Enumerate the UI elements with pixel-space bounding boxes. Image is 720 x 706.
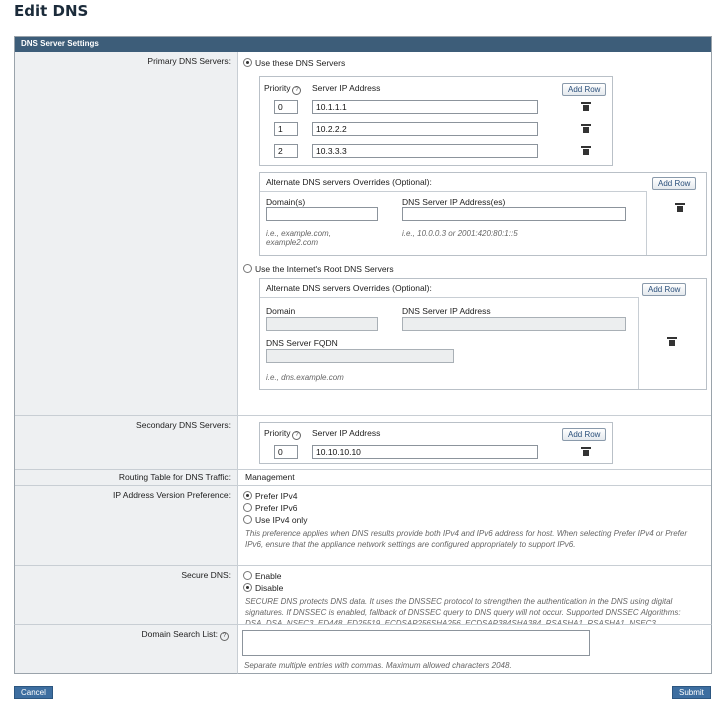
trash-icon[interactable] <box>582 124 590 133</box>
cancel-button[interactable]: Cancel <box>14 686 53 699</box>
radio-icon[interactable] <box>243 503 252 512</box>
search-list-hint: Separate multiple entries with commas. Maximum allowed characters 2048. <box>244 661 512 670</box>
add-row-button[interactable]: Add Row <box>642 283 686 296</box>
server-ip-input[interactable]: 10.10.10.10 <box>312 445 538 459</box>
secondary-dns-label: Secondary DNS Servers: <box>15 416 238 469</box>
trash-icon[interactable] <box>582 102 590 111</box>
primary-servers-table <box>259 76 613 166</box>
add-row-button[interactable]: Add Row <box>562 83 606 96</box>
secure-dns-label: Secure DNS: <box>15 566 238 643</box>
ip-pref-note: This preference applies when DNS results provide both IPv4 and IPv6 address for host. When selecting Prefer IPv4 or Prefer IPv6, ensure that the appliance network settings are configured appropriately to support IPv6. <box>245 529 687 549</box>
trash-icon[interactable] <box>668 337 676 346</box>
use-root-radio[interactable] <box>243 264 252 273</box>
prefer-ipv4-option[interactable]: Prefer IPv4 <box>243 491 298 501</box>
root-overrides-title: Alternate DNS servers Overrides (Optional): <box>266 283 432 293</box>
alt-overrides-table <box>259 172 707 256</box>
page-title: Edit DNS <box>14 2 89 20</box>
use-root-label: Use the Internet's Root DNS Servers <box>255 264 394 274</box>
priority-input[interactable]: 1 <box>274 122 298 136</box>
routing-value: Management <box>245 472 295 482</box>
radio-icon[interactable] <box>243 515 252 524</box>
trash-icon[interactable] <box>676 203 684 212</box>
dns-ip-label: DNS Server IP Address <box>402 306 491 316</box>
server-ip-header: Server IP Address <box>312 428 381 438</box>
secondary-dns-row <box>15 415 711 469</box>
panel-header: DNS Server Settings <box>15 37 711 52</box>
ip-pref-row <box>15 485 711 565</box>
dns-ip-label: DNS Server IP Address(es) <box>402 197 506 207</box>
primary-dns-row <box>15 52 711 415</box>
enable-option[interactable]: Enable <box>243 571 281 581</box>
dns-ip-hint: i.e., 10.0.0.3 or 2001:420:80:1::5 <box>402 229 518 238</box>
server-ip-input[interactable]: 10.1.1.1 <box>312 100 538 114</box>
help-icon[interactable]: ? <box>220 632 229 641</box>
use-root-dns-option[interactable] <box>243 264 394 274</box>
search-list-label: Domain Search List: ? <box>14 624 238 674</box>
ipv4-only-option[interactable]: Use IPv4 only <box>243 515 307 525</box>
fqdn-input[interactable] <box>266 349 454 363</box>
priority-header: Priority ? <box>264 428 303 440</box>
priority-header: Priority ? <box>264 83 303 95</box>
dns-ip-input[interactable] <box>402 207 626 221</box>
radio-icon[interactable] <box>243 491 252 500</box>
search-list-cell <box>238 624 712 674</box>
fqdn-hint: i.e., dns.example.com <box>266 373 344 382</box>
trash-icon[interactable] <box>582 447 590 456</box>
disable-option[interactable]: Disable <box>243 583 283 593</box>
radio-icon[interactable] <box>243 571 252 580</box>
routing-label: Routing Table for DNS Traffic: <box>15 470 238 485</box>
secondary-servers-table <box>259 422 613 464</box>
help-icon[interactable]: ? <box>292 431 301 440</box>
alt-overrides-title: Alternate DNS servers Overrides (Optional): <box>266 177 432 187</box>
priority-input[interactable]: 0 <box>274 445 298 459</box>
fqdn-label: DNS Server FQDN <box>266 338 338 348</box>
prefer-ipv6-option[interactable]: Prefer IPv6 <box>243 503 298 513</box>
priority-input[interactable]: 2 <box>274 144 298 158</box>
domains-label: Domain(s) <box>266 197 306 207</box>
radio-icon[interactable] <box>243 583 252 592</box>
use-these-radio[interactable] <box>243 58 252 67</box>
routing-row <box>15 469 711 485</box>
add-row-button[interactable]: Add Row <box>652 177 696 190</box>
ip-pref-label: IP Address Version Preference: <box>15 486 238 565</box>
server-ip-header: Server IP Address <box>312 83 381 93</box>
server-ip-input[interactable]: 10.3.3.3 <box>312 144 538 158</box>
dns-settings-panel <box>14 36 712 674</box>
primary-dns-label: Primary DNS Servers: <box>15 52 238 415</box>
domains-input[interactable] <box>266 207 378 221</box>
server-ip-input[interactable]: 10.2.2.2 <box>312 122 538 136</box>
add-row-button[interactable]: Add Row <box>562 428 606 441</box>
secure-dns-note: SECURE DNS protects DNS data. It uses the DNSSEC protocol to strengthen the authentication in the DNS using digital signatures. If DNSSEC is enabled, fallback of DNSSEC query to DNS query will not occur. Supported DNSSEC Algorithms: <box>245 597 681 617</box>
root-overrides-table <box>259 278 707 390</box>
use-these-label: Use these DNS Servers <box>255 58 346 68</box>
domain-label: Domain <box>266 306 296 316</box>
submit-button[interactable]: Submit <box>672 686 711 699</box>
dns-ip-input[interactable] <box>402 317 626 331</box>
domain-input[interactable] <box>266 317 378 331</box>
search-list-textarea[interactable] <box>242 630 590 656</box>
priority-input[interactable]: 0 <box>274 100 298 114</box>
trash-icon[interactable] <box>582 146 590 155</box>
help-icon[interactable]: ? <box>292 86 301 95</box>
domains-hint: i.e., example.com, example2.com <box>266 229 331 247</box>
use-these-dns-option[interactable] <box>243 58 345 68</box>
